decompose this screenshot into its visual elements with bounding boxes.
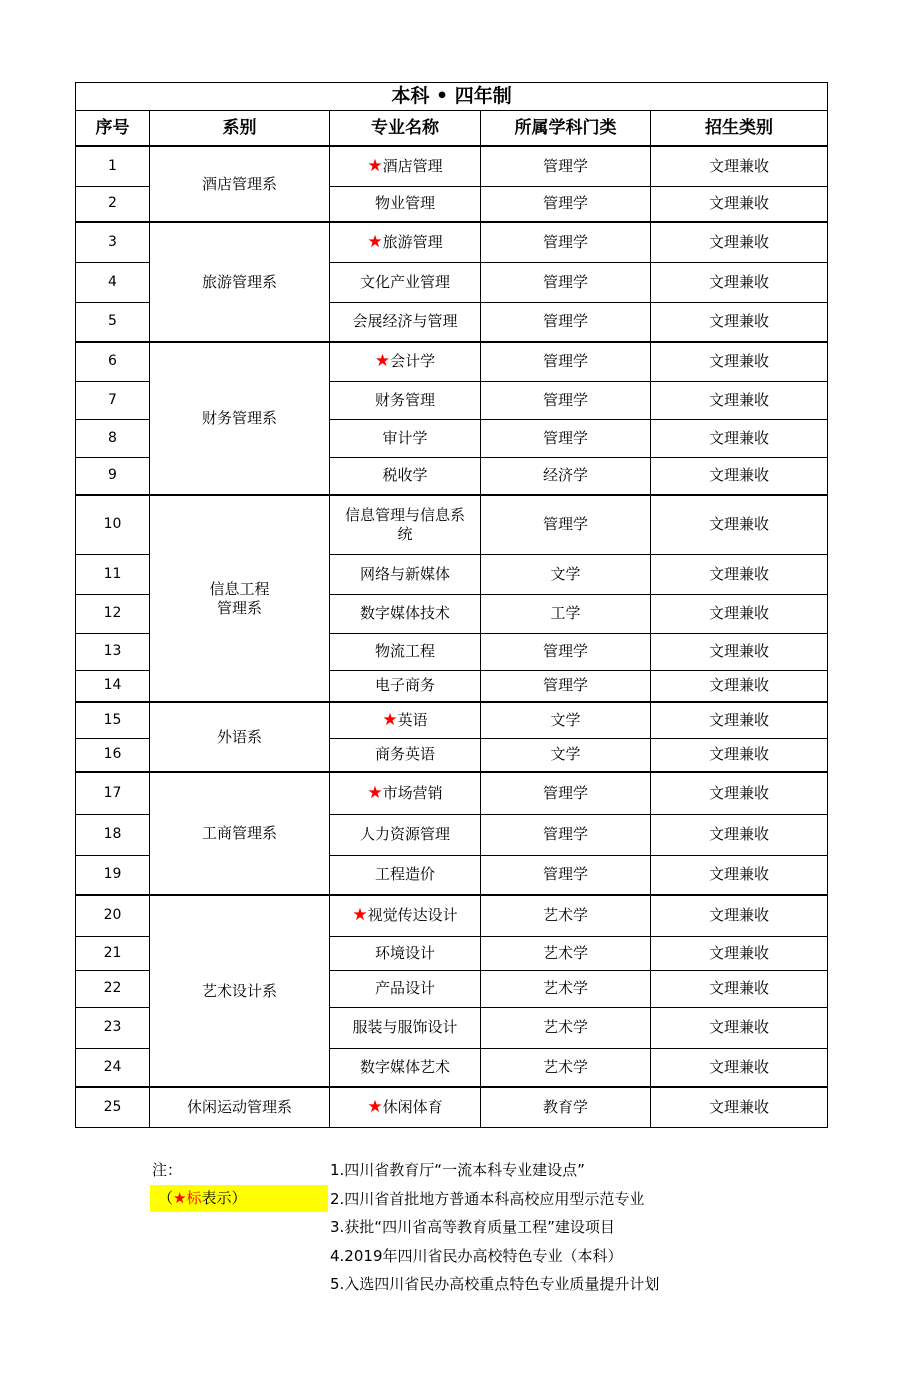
cell-discipline: 管理学 [481, 342, 651, 381]
table-row [76, 772, 828, 814]
major-name: 财务管理 [374, 390, 435, 409]
cell-major [330, 936, 481, 970]
cell-category: 文理兼收 [651, 381, 828, 419]
cell-no: 7 [76, 381, 150, 419]
cell-no: 8 [76, 419, 150, 457]
cell-no: 22 [76, 970, 150, 1007]
cell-major [330, 419, 481, 457]
legend-rest: 表示） [201, 1189, 247, 1207]
major-name: 人力资源管理 [359, 825, 450, 843]
major-name: 物业管理 [374, 194, 435, 213]
cell-major [330, 1087, 481, 1127]
cell-no: 6 [76, 342, 150, 381]
cell-category: 文理兼收 [651, 419, 828, 457]
major-name: 网络与新媒体 [359, 564, 450, 583]
cell-discipline: 管理学 [481, 670, 651, 702]
table-row [76, 1087, 828, 1127]
header-major: 专业名称 [330, 111, 481, 147]
cell-discipline: 艺术学 [481, 970, 651, 1007]
cell-no: 17 [76, 772, 150, 814]
notes-label: 注： [152, 1161, 183, 1179]
star-icon: ★ [367, 155, 383, 176]
cell-major [330, 855, 481, 895]
cell-major [330, 554, 481, 594]
dept-name: 旅游管理系 [201, 272, 277, 291]
cell-category: 文理兼收 [651, 970, 828, 1007]
cell-dept [150, 895, 330, 1087]
major-name: 旅游管理 [382, 232, 443, 251]
major-name: 产品设计 [374, 979, 435, 997]
cell-major [330, 594, 481, 633]
major-name: 英语 [397, 710, 428, 729]
cell-category: 文理兼收 [651, 772, 828, 814]
majors-table [75, 82, 828, 1128]
cell-discipline: 艺术学 [481, 1007, 651, 1048]
major-name: 物流工程 [374, 642, 435, 660]
cell-discipline: 经济学 [481, 457, 651, 495]
cell-no: 5 [76, 302, 150, 342]
cell-major [330, 186, 481, 222]
cell-discipline: 管理学 [481, 495, 651, 554]
legend-star: ★标 [173, 1189, 202, 1207]
cell-major [330, 381, 481, 419]
major-name: 税收学 [382, 466, 428, 485]
notes-list [330, 1157, 659, 1300]
cell-dept [150, 495, 330, 702]
table-row [76, 702, 828, 738]
major-name: 审计学 [382, 428, 428, 447]
cell-no: 23 [76, 1007, 150, 1048]
header-row [76, 111, 828, 147]
cell-no: 11 [76, 554, 150, 594]
header-category: 招生类别 [651, 111, 828, 147]
note-item: 1.四川省教育厅“一流本科专业建设点” [330, 1161, 585, 1179]
star-icon: ★ [374, 351, 391, 372]
note-item: 3.获批“四川省高等教育质量工程”建设项目 [330, 1218, 615, 1236]
table-row [76, 895, 828, 936]
cell-no: 3 [76, 222, 150, 262]
cell-discipline: 艺术学 [481, 895, 651, 936]
cell-category: 文理兼收 [651, 1087, 828, 1127]
cell-major [330, 738, 481, 772]
cell-no: 15 [76, 702, 150, 738]
cell-discipline: 文学 [481, 554, 651, 594]
cell-discipline: 管理学 [481, 633, 651, 670]
dept-name: 工商管理系 [201, 824, 277, 842]
cell-discipline: 工学 [481, 594, 651, 633]
cell-discipline: 管理学 [481, 855, 651, 895]
cell-discipline: 文学 [481, 702, 651, 738]
cell-category: 文理兼收 [651, 702, 828, 738]
table-row [76, 222, 828, 262]
cell-major [330, 262, 481, 302]
note-item: 5.入选四川省民办高校重点特色专业质量提升计划 [330, 1275, 660, 1293]
cell-major [330, 457, 481, 495]
header-dept: 系别 [150, 111, 330, 147]
cell-major [330, 670, 481, 702]
major-name: 视觉传达设计 [367, 906, 458, 925]
cell-category: 文理兼收 [651, 594, 828, 633]
cell-category: 文理兼收 [651, 146, 828, 186]
cell-no: 24 [76, 1048, 150, 1087]
major-name: 酒店管理 [382, 156, 443, 175]
table-title: 本科 • 四年制 [76, 83, 828, 111]
major-name: 商务英语 [374, 745, 435, 764]
major-name: 市场营销 [382, 783, 443, 802]
cell-major [330, 342, 481, 381]
cell-discipline: 管理学 [481, 381, 651, 419]
cell-no: 18 [76, 814, 150, 855]
cell-no: 9 [76, 457, 150, 495]
cell-dept [150, 146, 330, 222]
cell-discipline: 管理学 [481, 419, 651, 457]
cell-major [330, 222, 481, 262]
cell-category: 文理兼收 [651, 855, 828, 895]
major-name: 文化产业管理 [359, 272, 450, 291]
cell-category: 文理兼收 [651, 186, 828, 222]
cell-no: 4 [76, 262, 150, 302]
table-row [76, 146, 828, 186]
header-no: 序号 [76, 111, 150, 147]
major-name: 休闲体育 [382, 1097, 443, 1116]
cell-category: 文理兼收 [651, 1007, 828, 1048]
cell-discipline: 管理学 [481, 186, 651, 222]
cell-discipline: 文学 [481, 738, 651, 772]
cell-category: 文理兼收 [651, 495, 828, 554]
note-item: 4.2019年四川省民办高校特色专业（本科） [330, 1246, 623, 1265]
dept-name: 信息工程 [209, 579, 270, 598]
cell-category: 文理兼收 [651, 1048, 828, 1087]
cell-category: 文理兼收 [651, 895, 828, 936]
star-icon: ★ [367, 1096, 383, 1117]
cell-no: 14 [76, 670, 150, 702]
cell-dept [150, 772, 330, 895]
dept-name: 艺术设计系 [201, 981, 277, 1000]
cell-dept [150, 342, 330, 495]
cell-no: 12 [76, 594, 150, 633]
major-name: 数字媒体艺术 [359, 1057, 450, 1076]
major-name: 会展经济与管理 [352, 312, 458, 331]
cell-no: 16 [76, 738, 150, 772]
cell-dept [150, 1087, 330, 1127]
major-name: 信息管理与信息系统 [344, 505, 465, 543]
cell-no: 2 [76, 186, 150, 222]
dept-name: 外语系 [216, 727, 262, 746]
cell-major [330, 146, 481, 186]
cell-major [330, 302, 481, 342]
table-row [76, 495, 828, 554]
cell-category: 文理兼收 [651, 222, 828, 262]
legend-open: （ [158, 1189, 174, 1207]
dept-name-line2: 管理系 [216, 598, 262, 617]
major-name: 数字媒体技术 [359, 604, 450, 622]
major-name: 电子商务 [374, 676, 435, 695]
cell-category: 文理兼收 [651, 554, 828, 594]
major-name: 服装与服饰设计 [352, 1018, 458, 1036]
cell-discipline: 管理学 [481, 222, 651, 262]
cell-category: 文理兼收 [651, 633, 828, 670]
star-icon: ★ [367, 231, 383, 252]
cell-category: 文理兼收 [651, 936, 828, 970]
cell-category: 文理兼收 [651, 342, 828, 381]
cell-major [330, 495, 481, 554]
cell-no: 13 [76, 633, 150, 670]
cell-dept [150, 702, 330, 772]
note-item: 2.四川省首批地方普通本科高校应用型示范专业 [330, 1189, 645, 1208]
major-name: 环境设计 [374, 943, 435, 962]
cell-major [330, 1048, 481, 1087]
cell-major [330, 895, 481, 936]
cell-category: 文理兼收 [651, 738, 828, 772]
cell-major [330, 772, 481, 814]
cell-no: 21 [76, 936, 150, 970]
cell-discipline: 管理学 [481, 146, 651, 186]
cell-no: 20 [76, 895, 150, 936]
cell-category: 文理兼收 [651, 457, 828, 495]
cell-category: 文理兼收 [651, 262, 828, 302]
star-icon: ★ [367, 782, 383, 803]
cell-discipline: 管理学 [481, 772, 651, 814]
dept-name: 休闲运动管理系 [186, 1097, 292, 1116]
cell-discipline: 教育学 [481, 1087, 651, 1127]
cell-discipline: 艺术学 [481, 936, 651, 970]
cell-no: 19 [76, 855, 150, 895]
cell-major [330, 970, 481, 1007]
cell-category: 文理兼收 [651, 302, 828, 342]
cell-major [330, 633, 481, 670]
star-legend [150, 1185, 328, 1212]
cell-no: 25 [76, 1087, 150, 1127]
cell-discipline: 管理学 [481, 814, 651, 855]
star-icon: ★ [382, 709, 398, 730]
cell-category: 文理兼收 [651, 670, 828, 702]
table-body [76, 146, 828, 1127]
dept-name: 财务管理系 [201, 409, 277, 427]
cell-no: 10 [76, 495, 150, 554]
cell-major [330, 1007, 481, 1048]
star-icon: ★ [352, 905, 368, 926]
dept-name: 酒店管理系 [201, 174, 277, 193]
header-discipline: 所属学科门类 [481, 111, 651, 147]
cell-category: 文理兼收 [651, 814, 828, 855]
major-name: 工程造价 [374, 865, 435, 884]
cell-major [330, 814, 481, 855]
cell-discipline: 艺术学 [481, 1048, 651, 1087]
cell-discipline: 管理学 [481, 262, 651, 302]
cell-no: 1 [76, 146, 150, 186]
table-row [76, 342, 828, 381]
cell-major [330, 702, 481, 738]
cell-dept [150, 222, 330, 342]
cell-discipline: 管理学 [481, 302, 651, 342]
major-name: 会计学 [390, 352, 436, 371]
